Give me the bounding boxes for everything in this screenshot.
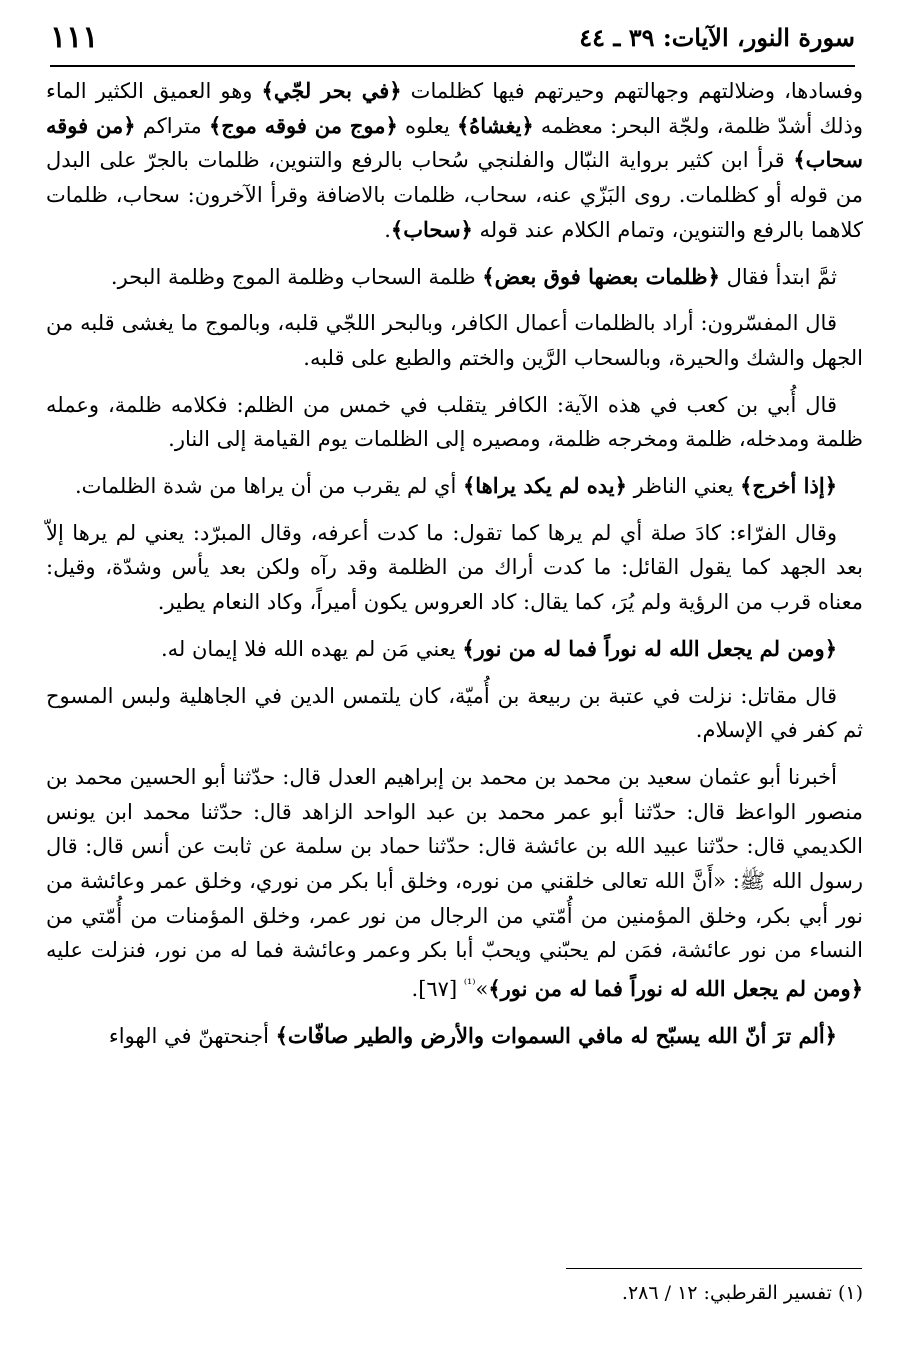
- footnote: (١) تفسير القرطبي: ١٢ / ٢٨٦.: [621, 1282, 863, 1304]
- text-run: أخبرنا أبو عثمان سعيد بن محمد بن محمد بن إبراهيم العدل قال: حدّثنا أبو الحسين محمد بن منصور الواعظ قال: حدّثنا أبو عمر محمد بن عبد الواحد الزاهد قال: حدّثنا محمد ابن يونس الكديمي قال: حدّثنا عبيد الله بن عائشة قال: حدّثنا حماد بن سلمة عن ثابت عن أنس قال: قال رسول الله ﷺ: «أَنَّ الله تعالى خلقني من نوره، وخلق أبا بكر من نوري، وخلق عمر وعائشة من نور أبي بكر، وخلق المؤمنين من أُمّتي من الرجال من نور عمر، وخلق المؤمنات من أُمّتي من النساء من نور عائشة، فمَن لم يحبّني ويحبّ أبا بكر وعمر وعائشة فما له من نور، فنزلت عليه: [46, 764, 863, 963]
- text-run: وهو العميق الكثير الماء وذلك أشدّ ظلمة، ولجّة البحر: معظمه: [46, 79, 863, 138]
- paragraph: [46, 516, 863, 620]
- quran-quote: ﴿يغشاهُ﴾: [457, 112, 534, 138]
- text-run: متراكم: [135, 113, 209, 138]
- text-run: »: [475, 977, 489, 1002]
- text-run: أجنحتهنّ في الهواء: [108, 1023, 276, 1048]
- paragraph: [46, 632, 863, 667]
- text-run: قرأ ابن كثير برواية النبّال والفلنجي سُحاب بالرفع والتنوين، ظلمات بالجرّ على البدل من قوله أو كظلمات. روى البَزّي عنه، سحاب، ظلمات بالاضافة وقرأ الآخرون: سحاب، ظلمات كلاهما بالرفع والتنوين، وتمام الكلام عند قوله: [46, 148, 863, 242]
- text-run: وفسادها، وضلالتهم وجهالتهم وحيرتهم فيها كظلمات: [401, 79, 864, 103]
- quran-quote: ﴿ألم ترَ أنّ الله يسبّح له مافي السموات والأرض والطير صافّات﴾: [275, 1022, 837, 1048]
- text-run: يعني الناظر: [626, 474, 741, 499]
- paragraph: [46, 388, 863, 457]
- text-run: قال أُبي بن كعب في هذه الآية: الكافر يتقلب في خمس من الظلم: فكلامه ظلمة، وعمله ظلمة ومدخله، ظلمة ومخرجه ظلمة، ومصيره إلى الظلمات يوم القيامة إلى النار.: [46, 392, 863, 452]
- text-run: قال مقاتل: نزلت في عتبة بن ربيعة بن أُميّة، كان يلتمس الدين في الجاهلية ولبس المسوح ثم كفر في الإسلام.: [46, 683, 863, 743]
- header-rule: [50, 65, 855, 67]
- quran-quote: ﴿من فوقه سحاب﴾: [46, 112, 863, 173]
- text-run: قال المفسّرون: أراد بالظلمات أعمال الكافر، وبالبحر اللجّي قلبه، وبالموج ما يغشى قلبه من الجهل والشك والحيرة، وبالسحاب الرَّين والختم والطبع على قلبه.: [46, 311, 863, 370]
- text-run: وقال الفرّاء: كادَ صلة أي لم يرها كما تقول: ما كدت أعرفه، وقال المبرّد: يعني لم يرها إلاّ بعد الجهد كما يقول القائل: ما كدت أراك من الظلمة وقد رآه ولكن بعد يأس وشدّة، وقيل: معناه قرب من الرؤية ولم يُرَ، كما يقال: كاد العروس يكون أميراً، وكاد النعام يطير.: [46, 520, 863, 615]
- quran-quote: ﴿في بحر لجّي﴾: [261, 78, 402, 103]
- quran-quote: ﴿سحاب﴾: [390, 216, 473, 242]
- text-run: يعني مَن لم يهده الله فلا إيمان له.: [160, 636, 463, 661]
- main-text: [46, 74, 863, 1066]
- paragraph: [46, 74, 863, 248]
- text-run: أي لم يقرب من أن يراها من شدة الظلمات.: [74, 474, 463, 499]
- quran-quote: ﴿ومن لم يجعل الله له نوراً فما له من نور﴾: [462, 635, 837, 661]
- paragraph: [46, 260, 863, 295]
- page-number: ١١١: [50, 20, 99, 55]
- text-run: [٦٧].: [411, 977, 464, 1002]
- paragraph: [46, 1019, 863, 1054]
- paragraph: [46, 306, 863, 375]
- quran-quote: ﴿موج من فوقه موج﴾: [208, 112, 398, 138]
- quran-quote: ﴿ومن لم يجعل الله له نوراً فما له من نور﴾: [488, 976, 863, 1002]
- quran-quote: ﴿يده لم يكد يراها﴾: [462, 473, 627, 499]
- running-title: سورة النور، الآيات: ٣٩ ـ ٤٤: [579, 23, 855, 52]
- page-header: [50, 18, 855, 58]
- paragraph: [46, 679, 863, 748]
- paragraph: [46, 760, 863, 1007]
- text-run: ظلمة السحاب وظلمة الموج وظلمة البحر.: [110, 264, 483, 289]
- footnote-rule: [566, 1268, 862, 1269]
- text-run: ثمَّ ابتدأ فقال: [719, 264, 837, 289]
- text-run: يعلوه: [397, 113, 457, 138]
- paragraph: [46, 469, 863, 504]
- quran-quote: ﴿إذا أخرج﴾: [740, 473, 837, 499]
- footnote-marker: ⁽¹⁾: [463, 977, 476, 993]
- quran-quote: ﴿ظلمات بعضها فوق بعض﴾: [482, 263, 720, 289]
- text-run: .: [384, 217, 391, 242]
